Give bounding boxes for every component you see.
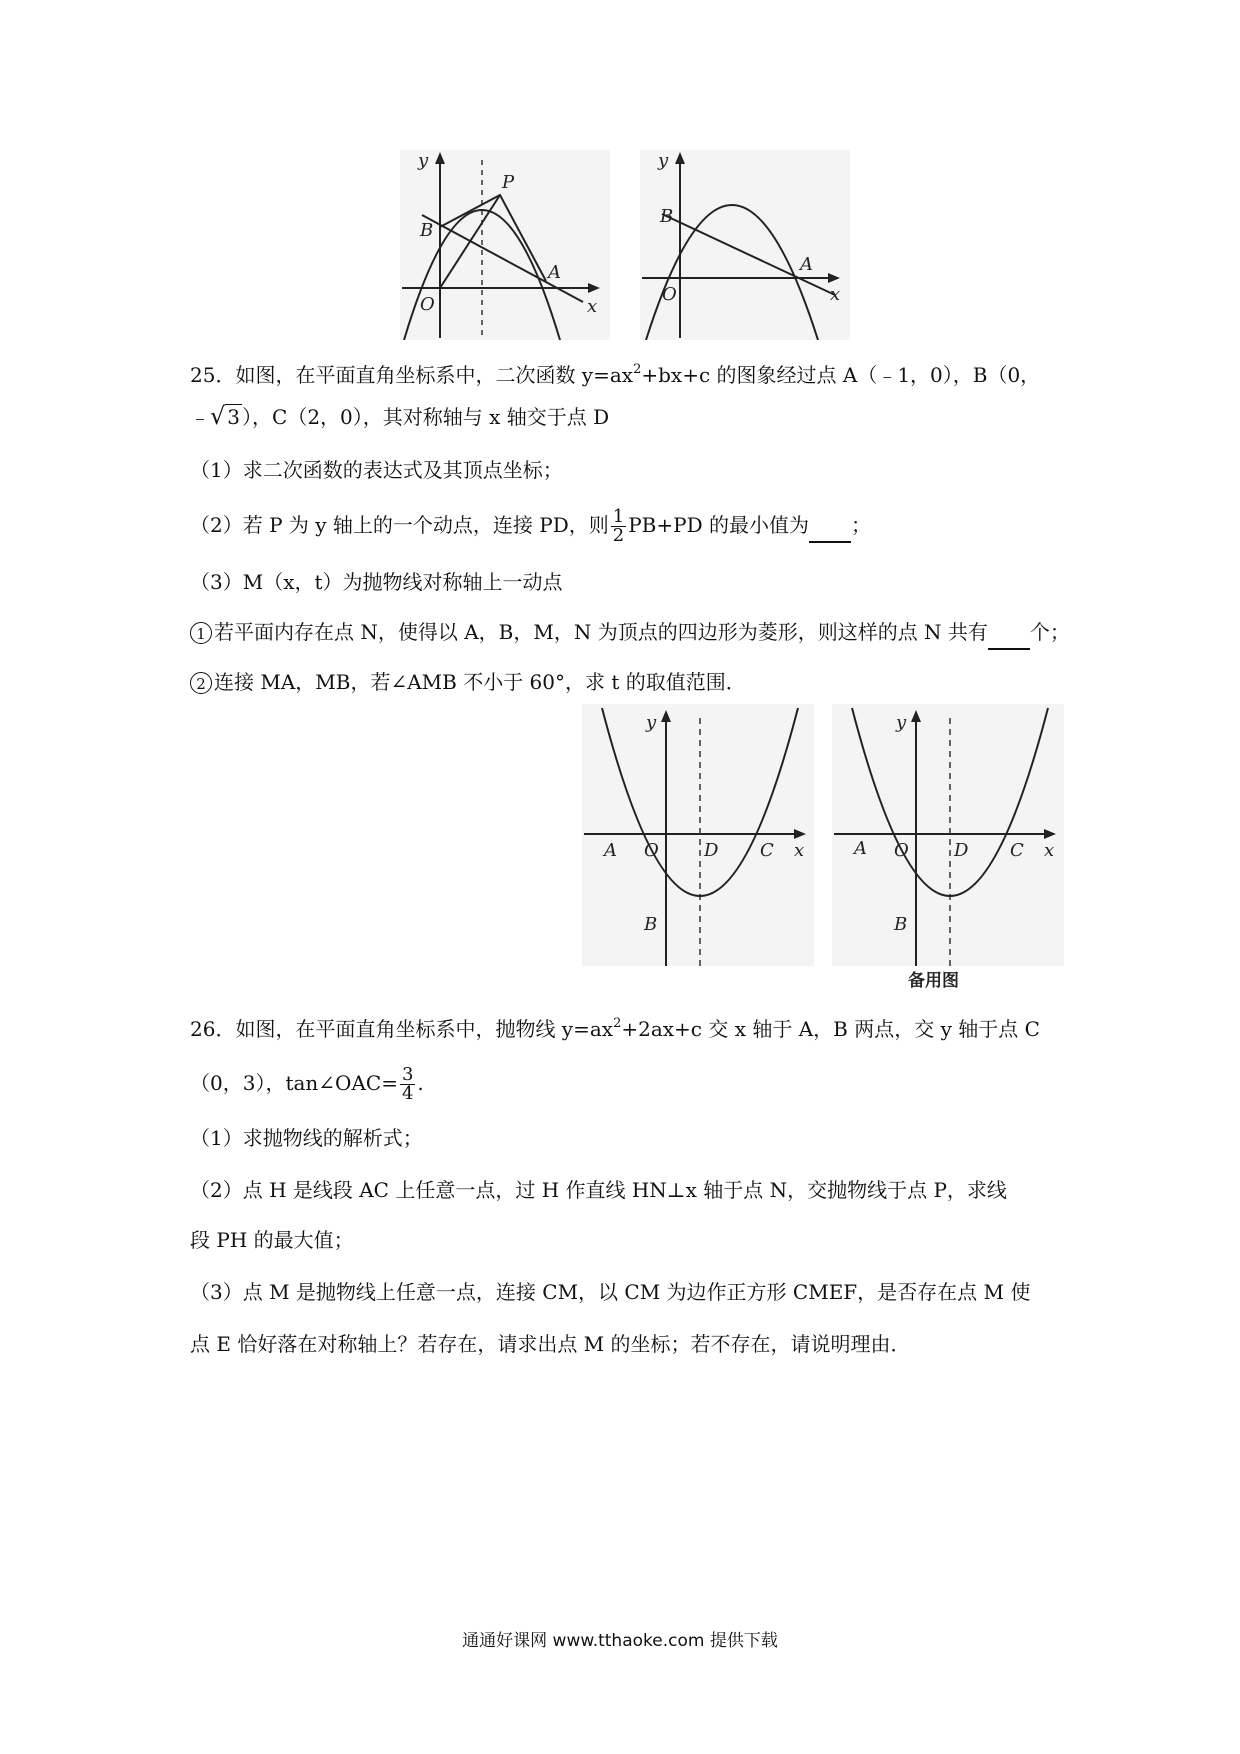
fraction-three-quarters [400, 1066, 415, 1103]
label-x: x [1044, 840, 1055, 861]
q25-sub-1 [190, 618, 1070, 650]
q26-text-a: 26．如图，在平面直角坐标系中，抛物线 y=ax [190, 1017, 614, 1041]
figure-q25-backup [832, 704, 1064, 994]
label-y: y [896, 712, 907, 733]
q25-sub-1-text: 若平面内存在点 N，使得以 A，B，M，N 为顶点的四边形为菱形，则这样的点 N 共有 [214, 620, 988, 644]
figure-top-right [640, 150, 850, 340]
fraction-numerator: 3 [401, 1064, 414, 1085]
fraction-numerator: 1 [612, 506, 625, 527]
label-origin: O [894, 840, 909, 861]
q25-line-1 [190, 356, 1040, 389]
q25-part-2-text-c: ； [850, 513, 871, 537]
label-origin: O [420, 294, 435, 315]
label-point-d: D [954, 840, 969, 861]
q25-part-3: （3）M（x，t）为抛物线对称轴上一动点 [190, 570, 563, 594]
label-point-a: A [548, 262, 561, 283]
q25-line-2 [190, 402, 609, 431]
label-point-a: A [604, 840, 617, 861]
q25-text-a: 25．如图，在平面直角坐标系中，二次函数 y=ax [190, 363, 634, 387]
q26-line-2 [190, 1066, 424, 1103]
q25-minus: ﹣ [190, 405, 210, 429]
label-point-d: D [704, 840, 719, 861]
q25-superscript: 2 [633, 362, 642, 377]
circled-number-2: 2 [190, 672, 212, 694]
label-origin: O [644, 840, 659, 861]
q26-part-2-line-1: （2）点 H 是线段 AC 上任意一点，过 H 作直线 HN⊥x 轴于点 N，交抛物线于点 P，求线 [190, 1178, 1007, 1202]
q25-part-2-text-b: PB+PD 的最小值为 [628, 513, 809, 537]
q25-sub-2-text: 连接 MA，MB，若∠AMB 不小于 60°，求 t 的取值范围． [214, 670, 746, 694]
q26-part-2-line-2: 段 PH 的最大值； [190, 1228, 354, 1252]
figure-q25-main [582, 704, 814, 966]
q26-part-3-line-1: （3）点 M 是抛物线上任意一点，连接 CM，以 CM 为边作正方形 CMEF，是否存在点 M 使 [190, 1280, 1031, 1304]
q26-text-b: +2ax+c 交 x 轴于 A，B 两点，交 y 轴于点 C [621, 1017, 1040, 1041]
q26-text-d: . [417, 1071, 424, 1095]
label-x: x [794, 840, 805, 861]
q25-part-2-text-a: （2）若 P 为 y 轴上的一个动点，连接 PD，则 [190, 513, 609, 537]
fraction-denominator: 2 [612, 525, 625, 546]
label-point-a: A [854, 838, 867, 859]
label-y: y [418, 150, 429, 171]
sqrt-radicand: 3 [227, 405, 241, 429]
label-y: y [658, 150, 669, 171]
q26-part-3-line-2: 点 E 恰好落在对称轴上？若存在，请求出点 M 的坐标；若不存在，请说明理由． [190, 1332, 911, 1356]
page-footer: 通通好课网 www.tthaoke.com 提供下载 [462, 1631, 778, 1651]
q25-text-c: ），C（2，0），其对称轴与 x 轴交于点 D [242, 405, 610, 429]
label-point-p: P [502, 172, 515, 193]
figure-top-left [400, 150, 610, 340]
sqrt-symbol: √ [210, 402, 226, 430]
q26-line-1 [190, 1010, 1040, 1043]
q25-sub-2 [190, 668, 746, 696]
answer-blank [809, 513, 851, 543]
q26-part-1: （1）求抛物线的解析式； [190, 1126, 423, 1150]
label-point-b: B [644, 914, 658, 935]
fraction-one-half [611, 508, 626, 545]
figure-caption: 备用图 [908, 971, 959, 991]
label-point-a: A [800, 254, 813, 275]
label-origin: O [662, 284, 677, 305]
q26-text-c: （0，3），tan∠OAC= [190, 1071, 398, 1095]
label-point-c: C [1010, 840, 1024, 861]
fraction-denominator: 4 [401, 1083, 414, 1104]
label-point-b: B [894, 914, 908, 935]
label-point-b: B [420, 220, 434, 241]
q26-superscript: 2 [613, 1016, 622, 1031]
answer-blank [988, 620, 1030, 650]
q25-part-1: （1）求二次函数的表达式及其顶点坐标； [190, 458, 563, 482]
label-x: x [587, 296, 598, 317]
label-point-b: B [660, 206, 674, 227]
q25-sub-1-tail: 个； [1029, 620, 1070, 644]
label-point-c: C [760, 840, 774, 861]
label-x: x [830, 284, 841, 305]
circled-number-1: 1 [190, 622, 212, 644]
label-y: y [646, 712, 657, 733]
q25-text-b: +bx+c 的图象经过点 A（﹣1，0），B（0， [641, 363, 1041, 387]
q25-part-2 [190, 508, 871, 545]
